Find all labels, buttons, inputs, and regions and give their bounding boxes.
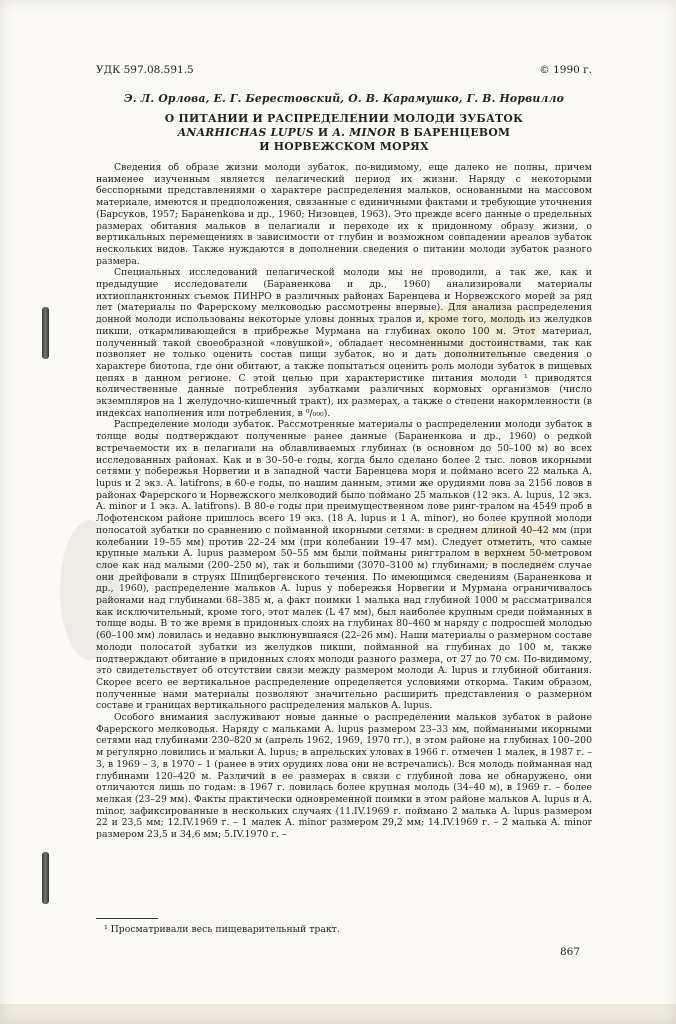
staple-mark [42, 852, 49, 904]
species-name-minor: A. MINOR [332, 126, 397, 139]
paragraph-distribution: Распределение молоди зубаток. Рассмотренные материалы о распределении молоди зубаток в толще воды подтверждают полученные ранее данные (Бараненкова и др., 1960) о редкой встречаемости их в пелагиали на облавливаемых глубинах (в основном до 50–100 м) во всех исследованных районах. Как и в 30–50-е годы, когда было сделано более 2 тыс. ловов икорными сетями у побережья Норвегии и в западной части Баренцева моря и поймано всего 22 малька A. lupus и 2 экз. A. latifrons, в 60-е годы, по нашим данным, этими же орудиями лова за 2156 ловов в районах Фарерского и Норвежского мелководий было поймано 25 мальков (12 экз. A. lupus, 12 экз. A. minor и 1 экз. A. latifrons). В 80-е годы при преимущественном лове ринг-тралом на 4549 проб в Лофотенском районе пришлось всего 19 экз. (18 A. lupus и 1 A. minor), но более крупной молоди полосатой зубатки по сравнению с пойманной икорными сетями: в среднем длиной 40–42 мм (при колебании 19–55 мм) против 22–24 мм (при колебании 19–47 мм). Следует отметить, что самые крупные мальки A. lupus размером 50–55 мм были пойманы рингтралом в верхнем 50-метровом слое как над малыми (200–250 м), так и большими (3070–3100 м) глубинами; в последнем случае они дрейфовали в струях Шпицбергенского течения. По имеющимся сведениям (Бараненкова и др., 1960), распределение мальков A. lupus у побережья Норвегии и Мурмана ограничивалось районами над глубинами 68–385 м, а факт поимки 1 малька над глубиной 1000 м рассматривался как исключительный, кроме того, этот малек (L 47 мм), был наиболее крупным среди пойманных в толще воды. В то же время в придонных слоях на глубинах 80–460 м наряду с подросшей молодью (60–100 мм) ловилась и недавно выклюнувшаяся (22–26 мм). Наши материалы о размерном составе молоди полосатой зубатки из желудков пикши, пойманной на глубинах до 100 м, также подтверждают обитание в придонных слоях молоди разного размера, от 27 до 70 см. По-видимому, это свидетельствует об отсутствии связи между размером молоди A. lupus и глубиной обитания. Скорее всего ее вертикальное распределение определяется условиями откорма. Таким образом, полученные нами материалы позволяют значительно расширить представления о размерном составе и границах вертикального распределения мальков A. lupus. [96, 419, 592, 712]
title-line-3: И НОРВЕЖСКОМ МОРЯХ [259, 140, 429, 153]
title-location: В БАРЕНЦЕВОМ [396, 126, 511, 139]
paragraph-faroe: Особого внимания заслуживают новые данные о распределении мальков зубаток в районе Фарерского мелководья. Наряду с мальками A. lupus размером 23–33 мм, пойманными икорными сетями над глубинами 230–820 м (апрель 1962, 1969, 1970 гг.), в этом районе на глубинах 100–200 м регулярно ловились и мальки A. lupus; в апрельских уловах в 1966 г. отмечен 1 малек, в 1987 г. – 3, в 1969 – 3, в 1970 – 1 (ранее в этих орудиях лова они не встречались). Вся молодь пойманная над глубинами 120–420 м. Различий в ее размерах в связи с глубиной лова не обнаружено, они отличаются лишь по годам: в 1967 г. ловилась более крупная молодь (34–40 м), в 1969 г. – более мелкая (23–29 мм). Факты практически одновременной поимки в этом районе мальков A. lupus и A. minor, зафиксированные в нескольких случаях (11.IV.1969 г. поймано 2 малька A. lupus размером 22 и 23,5 мм; 12.IV.1969 г. – 1 малек A. minor размером 29,2 мм; 14.IV.1969 г. – 2 малька A. minor размером 23,5 и 34,6 мм; 5.IV.1970 г. – [96, 712, 592, 841]
title-line-2 [110, 126, 578, 140]
paragraph-methods: Специальных исследований пелагической молоди мы не проводили, а так же, как и предыдущие исследователи (Бараненкова и др., 1960) анализировали материалы ихтиопланктонных съемок ПИНРО в различных районах Баренцева и Норвежского морей за ряд лет (материалы по Фарерскому мелководью рассмотрены впервые). Для анализа распределения донной молоди использованы некоторые уловы донных тралов и, кроме того, молодь из желудков пикши, откармливающейся в прибрежье Мурмана на глубинах около 100 м. Этот материал, полученный такой своеобразной «ловушкой», обладает несомненными достоинствами, так как позволяет не только оценить состав пищи зубаток, но и дать дополнительные сведения о характере биотопа, где они обитают, а также попытаться оценить роль молоди зубаток в пищевых цепях в данном регионе. С этой целью при характеристике питания молоди ¹ приводятся количественные данные потребления зубатками различных кормовых организмов (число экземпляров на 1 желудочно-кишечный тракт), их размерах, а также о степени накормленности (в индексах наполнения или потребления, в ⁰/₀₀₀). [96, 267, 592, 419]
paragraph-intro: Сведения об образе жизни молоди зубаток, по-видимому, еще далеко не полны, причем наименее изученным является пелагический период их жизни. Наряду с некоторыми бесспорными представлениями о характере распределения мальков, основанными на массовом материале, имеются и предположения, связанные с единичными фактами и требующие уточнения (Барсуков, 1957; Баранenkова и др., 1960; Низовцев, 1963). Это прежде всего данные о предельных размерах обитания мальков в пелагиали и переходе их к придонному образу жизни, о вертикальных перемещениях в зависимости от глубин и возможном совпадении ареалов зубаток нескольких видов. Также нуждаются в дополнении сведения о питании молоди зубаток разного размера. [96, 162, 592, 267]
article-body [96, 162, 592, 841]
udk-code: УДК 597.08.591.5 [96, 64, 194, 76]
title-conjunction: И [313, 126, 333, 139]
copyright-year: © 1990 г. [539, 64, 592, 76]
authors: Э. Л. Орлова, Е. Г. Берестовский, О. В. Карамушко, Г. В. Норвилло [123, 92, 565, 105]
staple-mark [42, 307, 49, 359]
page-number: 867 [560, 946, 581, 958]
title-line-1: О ПИТАНИИ И РАСПРЕДЕЛЕНИИ МОЛОДИ ЗУБАТОК [164, 112, 524, 125]
footnote: ¹ Просматривали весь пищеварительный тракт. [104, 924, 340, 935]
article-title [110, 112, 578, 154]
species-name-lupus: ANARHICHAS LUPUS [177, 126, 314, 139]
scan-bottom-edge [0, 1004, 676, 1024]
footnote-divider [96, 918, 158, 919]
